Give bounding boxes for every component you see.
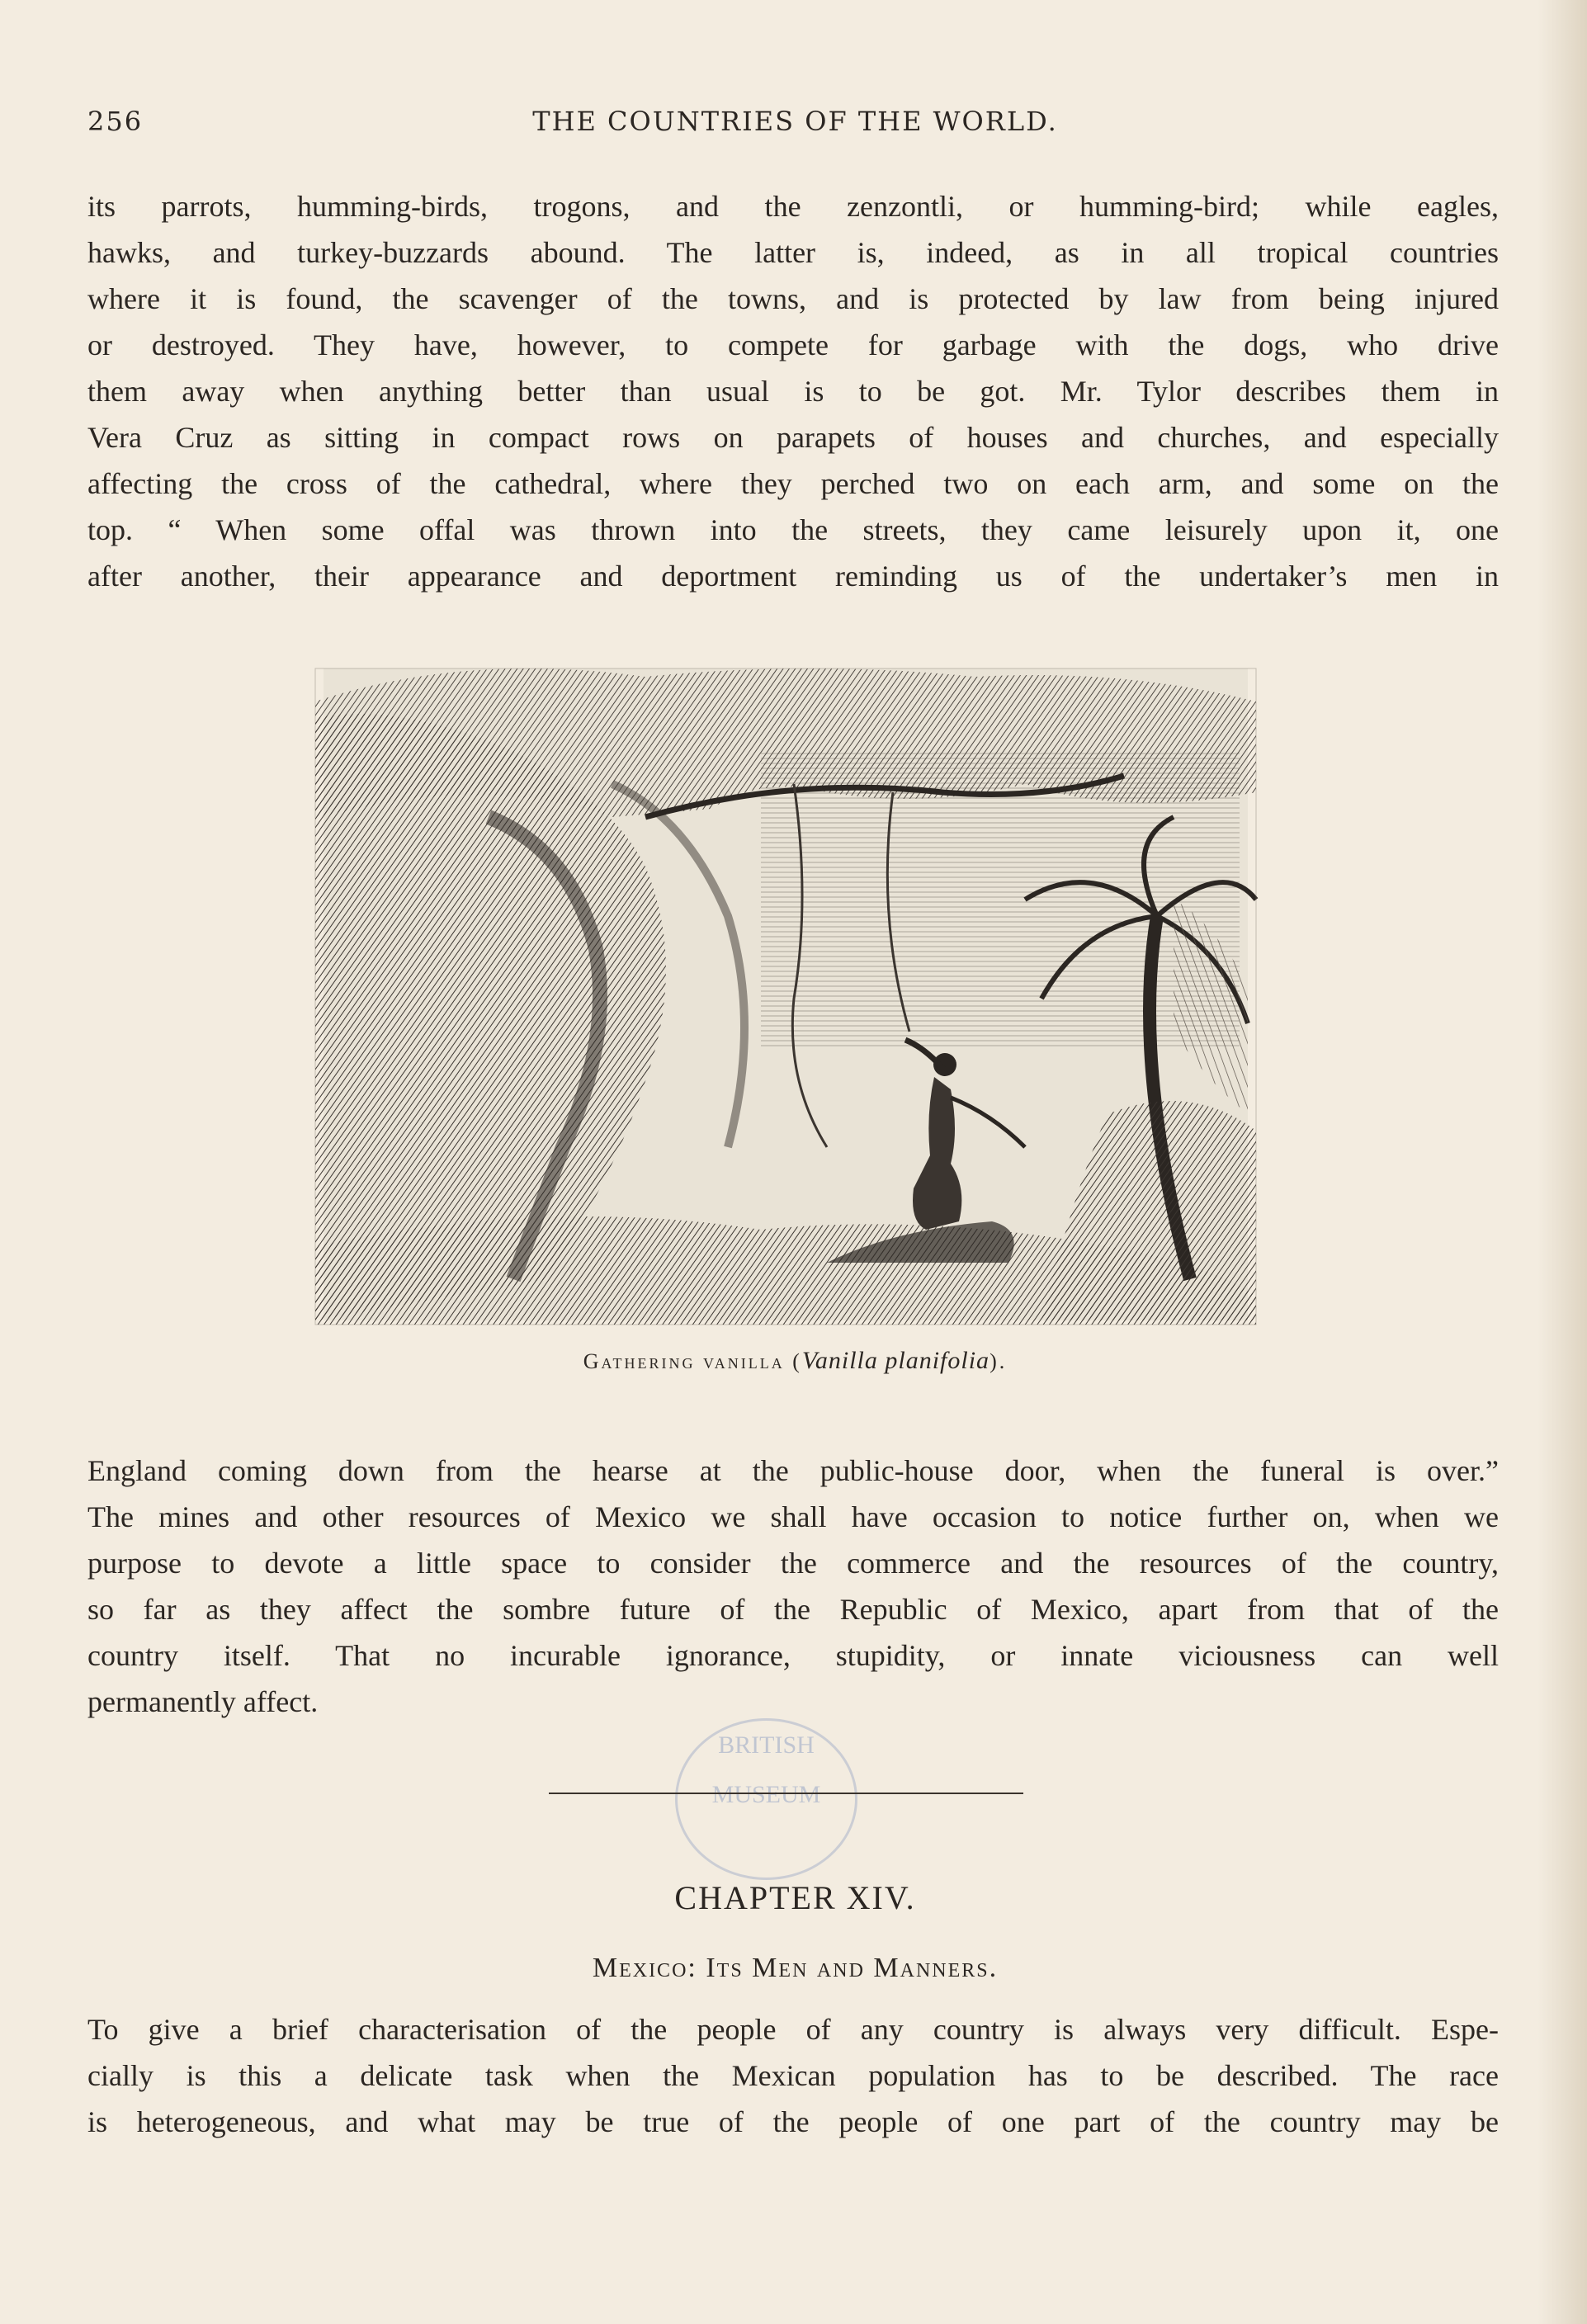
text-line: where it is found, the scavenger of the towns, and is protected by law from being injured	[87, 282, 1499, 315]
text-line: so far as they affect the sombre future of the Republic of Mexico, apart from that of the	[87, 1593, 1499, 1626]
running-head	[87, 106, 1503, 147]
running-title: THE COUNTRIES OF THE WORLD.	[532, 106, 1058, 137]
caption-close-paren: ).	[990, 1349, 1008, 1373]
text-line: The mines and other resources of Mexico we shall have occasion to notice further on, when we	[87, 1500, 1499, 1533]
chapter-heading: CHAPTER XIV.	[674, 1879, 916, 1916]
text-line: permanently affect.	[87, 1685, 319, 1718]
text-line: cially is this a delicate task when the Mexican population has to be described. The race	[87, 2059, 1499, 2092]
text-line: after another, their appearance and deportment reminding us of the undertaker’s men in	[87, 560, 1499, 593]
caption-open-paren: (	[784, 1349, 802, 1373]
stamp-line-1: BRITISH	[718, 1731, 815, 1759]
paragraph-1	[87, 183, 1499, 599]
section-divider	[549, 1793, 1023, 1794]
text-line: purpose to devote a little space to consider the commerce and the resources of the country,	[87, 1547, 1499, 1580]
text-line: Vera Cruz as sitting in compact rows on parapets of houses and churches, and especially	[87, 421, 1499, 454]
text-line: them away when anything better than usual is to be got. Mr. Tylor describes them in	[87, 375, 1499, 408]
text-line: country itself. That no incurable ignorance, stupidity, or innate viciousness can well	[87, 1639, 1499, 1672]
engraving-gathering-vanilla	[299, 652, 1273, 1333]
text-line: its parrots, humming-birds, trogons, and the zenzontli, or humming-bird; while eagles,	[87, 190, 1499, 223]
stamp-line-2: MUSEUM	[711, 1781, 821, 1808]
caption-latin-name: Vanilla planifolia	[801, 1347, 990, 1374]
text-line: hawks, and turkey-buzzards abound. The latter is, indeed, as in all tropical countries	[87, 236, 1499, 269]
text-line: top. “ When some offal was thrown into the streets, they came leisurely upon it, one	[87, 513, 1499, 546]
text-line: affecting the cross of the cathedral, where they perched two on each arm, and some on the	[87, 467, 1499, 500]
library-stamp	[675, 1718, 857, 1880]
text-line: To give a brief characterisation of the people of any country is always very difficult. Espe-	[87, 2013, 1499, 2046]
text-line: or destroyed. They have, however, to compete for garbage with the dogs, who drive	[87, 328, 1499, 361]
paragraph-3	[87, 2006, 1499, 2145]
text-line: is heterogeneous, and what may be true of the people of one part of the country may be	[87, 2105, 1499, 2138]
text-line: England coming down from the hearse at the public-house door, when the funeral is over.”	[87, 1454, 1499, 1487]
caption-title: Gathering vanilla	[583, 1349, 785, 1373]
page-edge-shadow	[1537, 0, 1587, 2324]
chapter-subtitle: Mexico: Its Men and Manners.	[592, 1953, 999, 1983]
page-number: 256	[87, 106, 144, 137]
paragraph-2	[87, 1448, 1499, 1725]
figure-caption	[87, 1347, 1503, 1375]
